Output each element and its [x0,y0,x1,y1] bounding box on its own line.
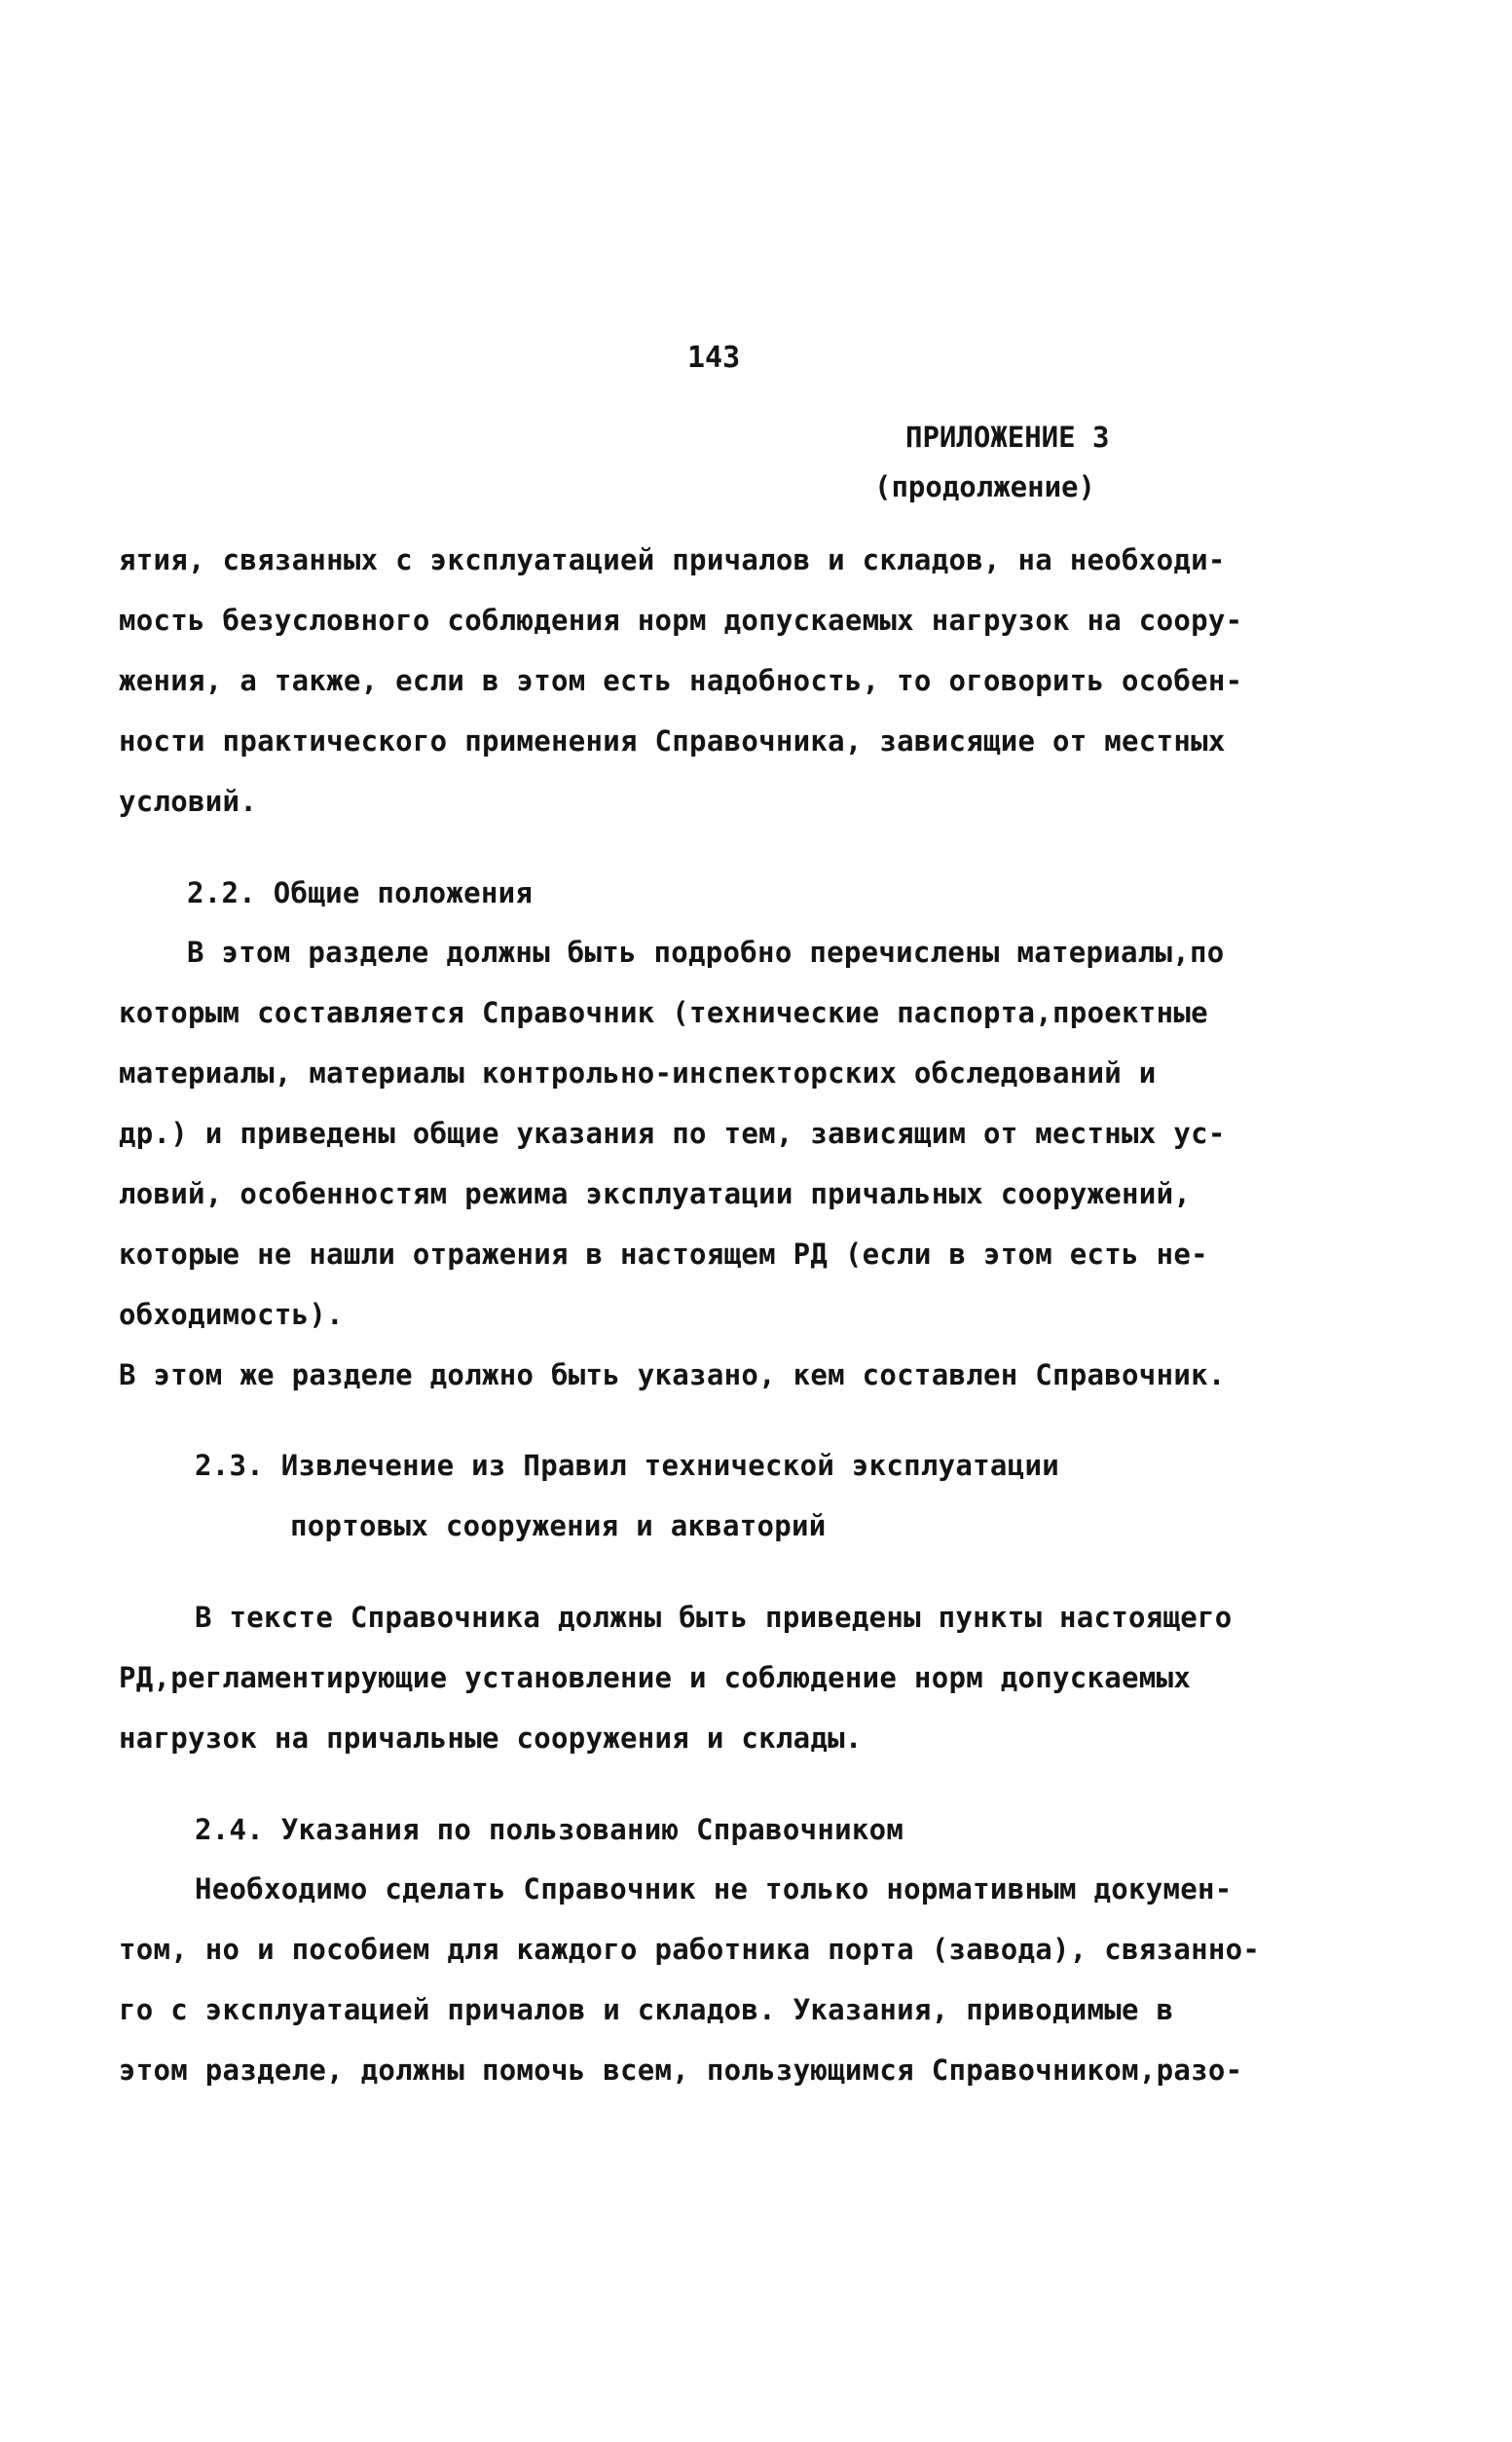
text-line: жения, а также, если в этом есть надобность, то оговорить особен- [119,664,1243,697]
appendix-subtitle: (продолжение) [874,470,1095,503]
section-heading: 2.2. Общие положения [187,876,534,909]
section-heading: 2.3. Извлечение из Правил технической эксплуатации [195,1449,1059,1482]
text-line: которым составляется Справочник (технические паспорта,проектные [119,996,1208,1029]
text-line: нагрузок на причальные сооружения и склады. [119,1721,863,1755]
section-heading: 2.4. Указания по пользованию Справочником [195,1813,904,1846]
text-line: ятия, связанных с эксплуатацией причалов и складов, на необходи- [119,543,1226,576]
text-line: условий. [119,785,258,818]
text-line: мость безусловного соблюдения норм допускаемых нагрузок на соору- [119,604,1243,637]
text-line: ловий, особенностям режима эксплуатации причальных сооружений, [119,1177,1192,1210]
text-line: которые не нашли отражения в настоящем РД (если в этом есть не- [119,1238,1208,1271]
text-line: Необходимо сделать Справочник не только нормативным докумен- [195,1872,1233,1906]
section-heading: портовых сооружения и акваторий [290,1509,827,1542]
page-number: 143 [687,341,741,375]
appendix-title: ПРИЛОЖЕНИЕ 3 [905,421,1110,454]
text-line: В этом разделе должны быть подробно перечислены материалы,по [187,936,1225,969]
text-line: ности практического применения Справочника, зависящие от местных [119,724,1226,758]
text-line: В этом же разделе должно быть указано, кем составлен Справочник. [119,1358,1226,1391]
text-line: др.) и приведены общие указания по тем, зависящим от местных ус- [119,1117,1226,1150]
text-line: материалы, материалы контрольно-инспекторских обследований и [119,1056,1157,1090]
text-line: обходимость). [119,1298,344,1331]
text-line: этом разделе, должны помочь всем, пользующимся Справочником,разо- [119,2054,1243,2087]
text-line: РД,регламентирующие установление и соблюдение норм допускаемых [119,1661,1192,1694]
text-line: том, но и пособием для каждого работника порта (завода), связанно- [119,1933,1261,1966]
text-line: го с эксплуатацией причалов и складов. Указания, приводимые в [119,1993,1174,2026]
text-line: В тексте Справочника должны быть приведены пункты настоящего [195,1601,1233,1634]
